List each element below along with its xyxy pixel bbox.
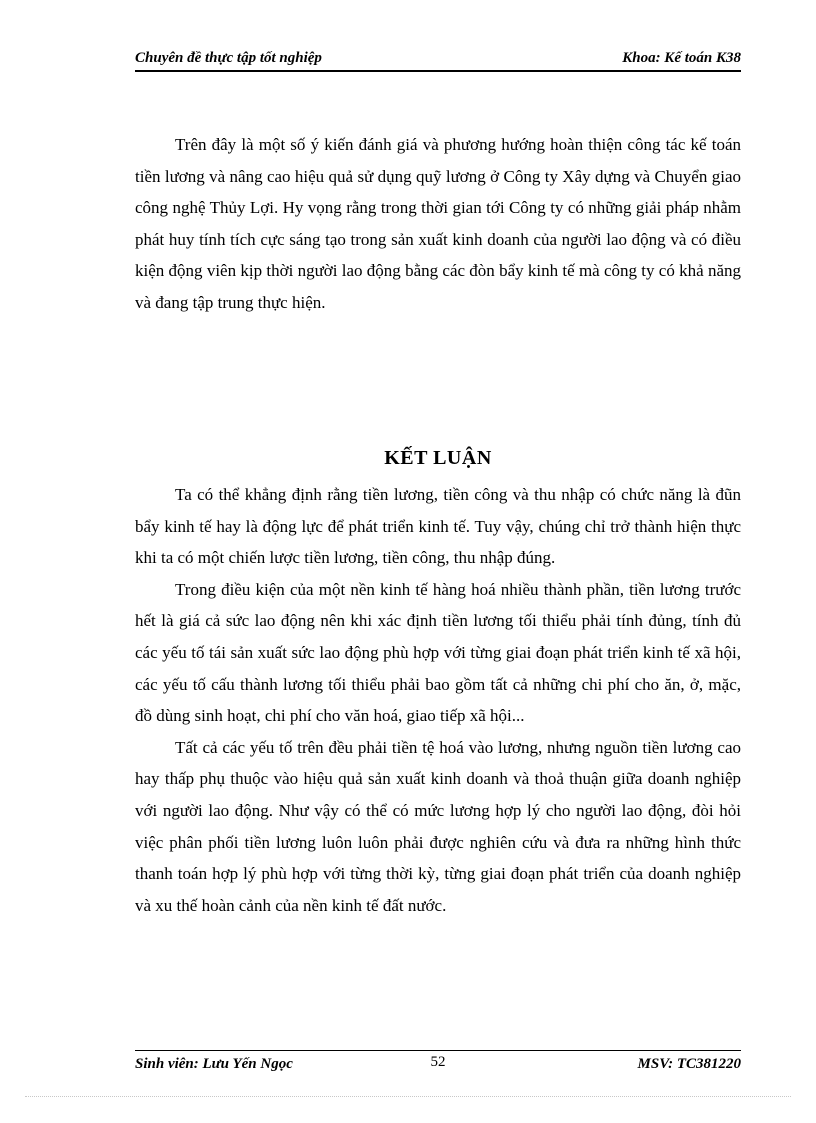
conclusion-paragraph-2: Trong điều kiện của một nền kinh tế hàng hoá nhiều thành phần, tiền lương trước hết là giá cả sức lao động nên khi xác định tiền lương tối thiểu phải tính đủng, tính đủ các yếu tố tái sản xuất sức lao động phù hợp với từng giai đoạn phát triển kinh tế xã hội, các yếu tố cấu thành lương tối thiểu phải bao gồm tất cả những chi phí cho ăn, ở, mặc, đồ dùng sinh hoạt, chi phí cho văn hoá, giao tiếp xã hội... — [135, 579, 741, 726]
footer-divider — [135, 1050, 741, 1051]
conclusion-title: KẾT LUẬN — [384, 447, 492, 469]
page-bottom-edge — [25, 1096, 791, 1097]
footer-student-id: MSV: TC381220 — [637, 1056, 741, 1072]
header-department: Khoa: Kế toán K38 — [622, 50, 741, 66]
header-report-title: Chuyên đề thực tập tốt nghiệp — [135, 50, 322, 66]
footer-student-name: Sinh viên: Lưu Yến Ngọc — [135, 1056, 293, 1072]
intro-paragraph: Trên đây là một số ý kiến đánh giá và phương hướng hoàn thiện công tác kế toán tiền lương và nâng cao hiệu quả sử dụng quỹ lương ở Công ty Xây dựng và Chuyển giao công nghệ Thủy Lợi. Hy vọng rằng trong thời gian tới Công ty có những giải pháp nhằm phát huy tính tích cực sáng tạo trong sản xuất kinh doanh của người lao động và có điều kiện động viên kịp thời người lao động bằng các đòn bẩy kinh tế mà công ty có khả năng và đang tập trung thực hiện. — [135, 135, 741, 312]
page-header — [135, 48, 741, 72]
conclusion-paragraph-1: Ta có thể khẳng định rằng tiền lương, tiền công và thu nhập có chức năng là đũn bẩy kinh tế hay là động lực để phát triển kinh tế. Tuy vậy, chúng chỉ trở thành hiện thực khi ta có một chiến lược tiền lương, tiền công, thu nhập đúng. — [135, 485, 741, 568]
page-number: 52 — [430, 1054, 446, 1070]
conclusion-paragraph-3: Tất cả các yếu tố trên đều phải tiền tệ hoá vào lương, nhưng nguồn tiền lương cao hay thấp phụ thuộc vào hiệu quả sản xuất kinh doanh và thoả thuận giữa doanh nghiệp với người lao động. Như vậy có thể có mức lương hợp lý cho người lao động, đòi hỏi việc phân phối tiền lương luôn luôn phải được nghiên cứu và đưa ra những hình thức thanh toán hợp lý phù hợp với từng thời kỳ, từng giai đoạn phát triển của doanh nghiệp và xu thế hoàn cảnh của nền kinh tế đất nước. — [135, 737, 741, 915]
conclusion-section — [135, 479, 741, 921]
page-footer — [135, 1054, 741, 1076]
intro-section — [135, 129, 741, 319]
